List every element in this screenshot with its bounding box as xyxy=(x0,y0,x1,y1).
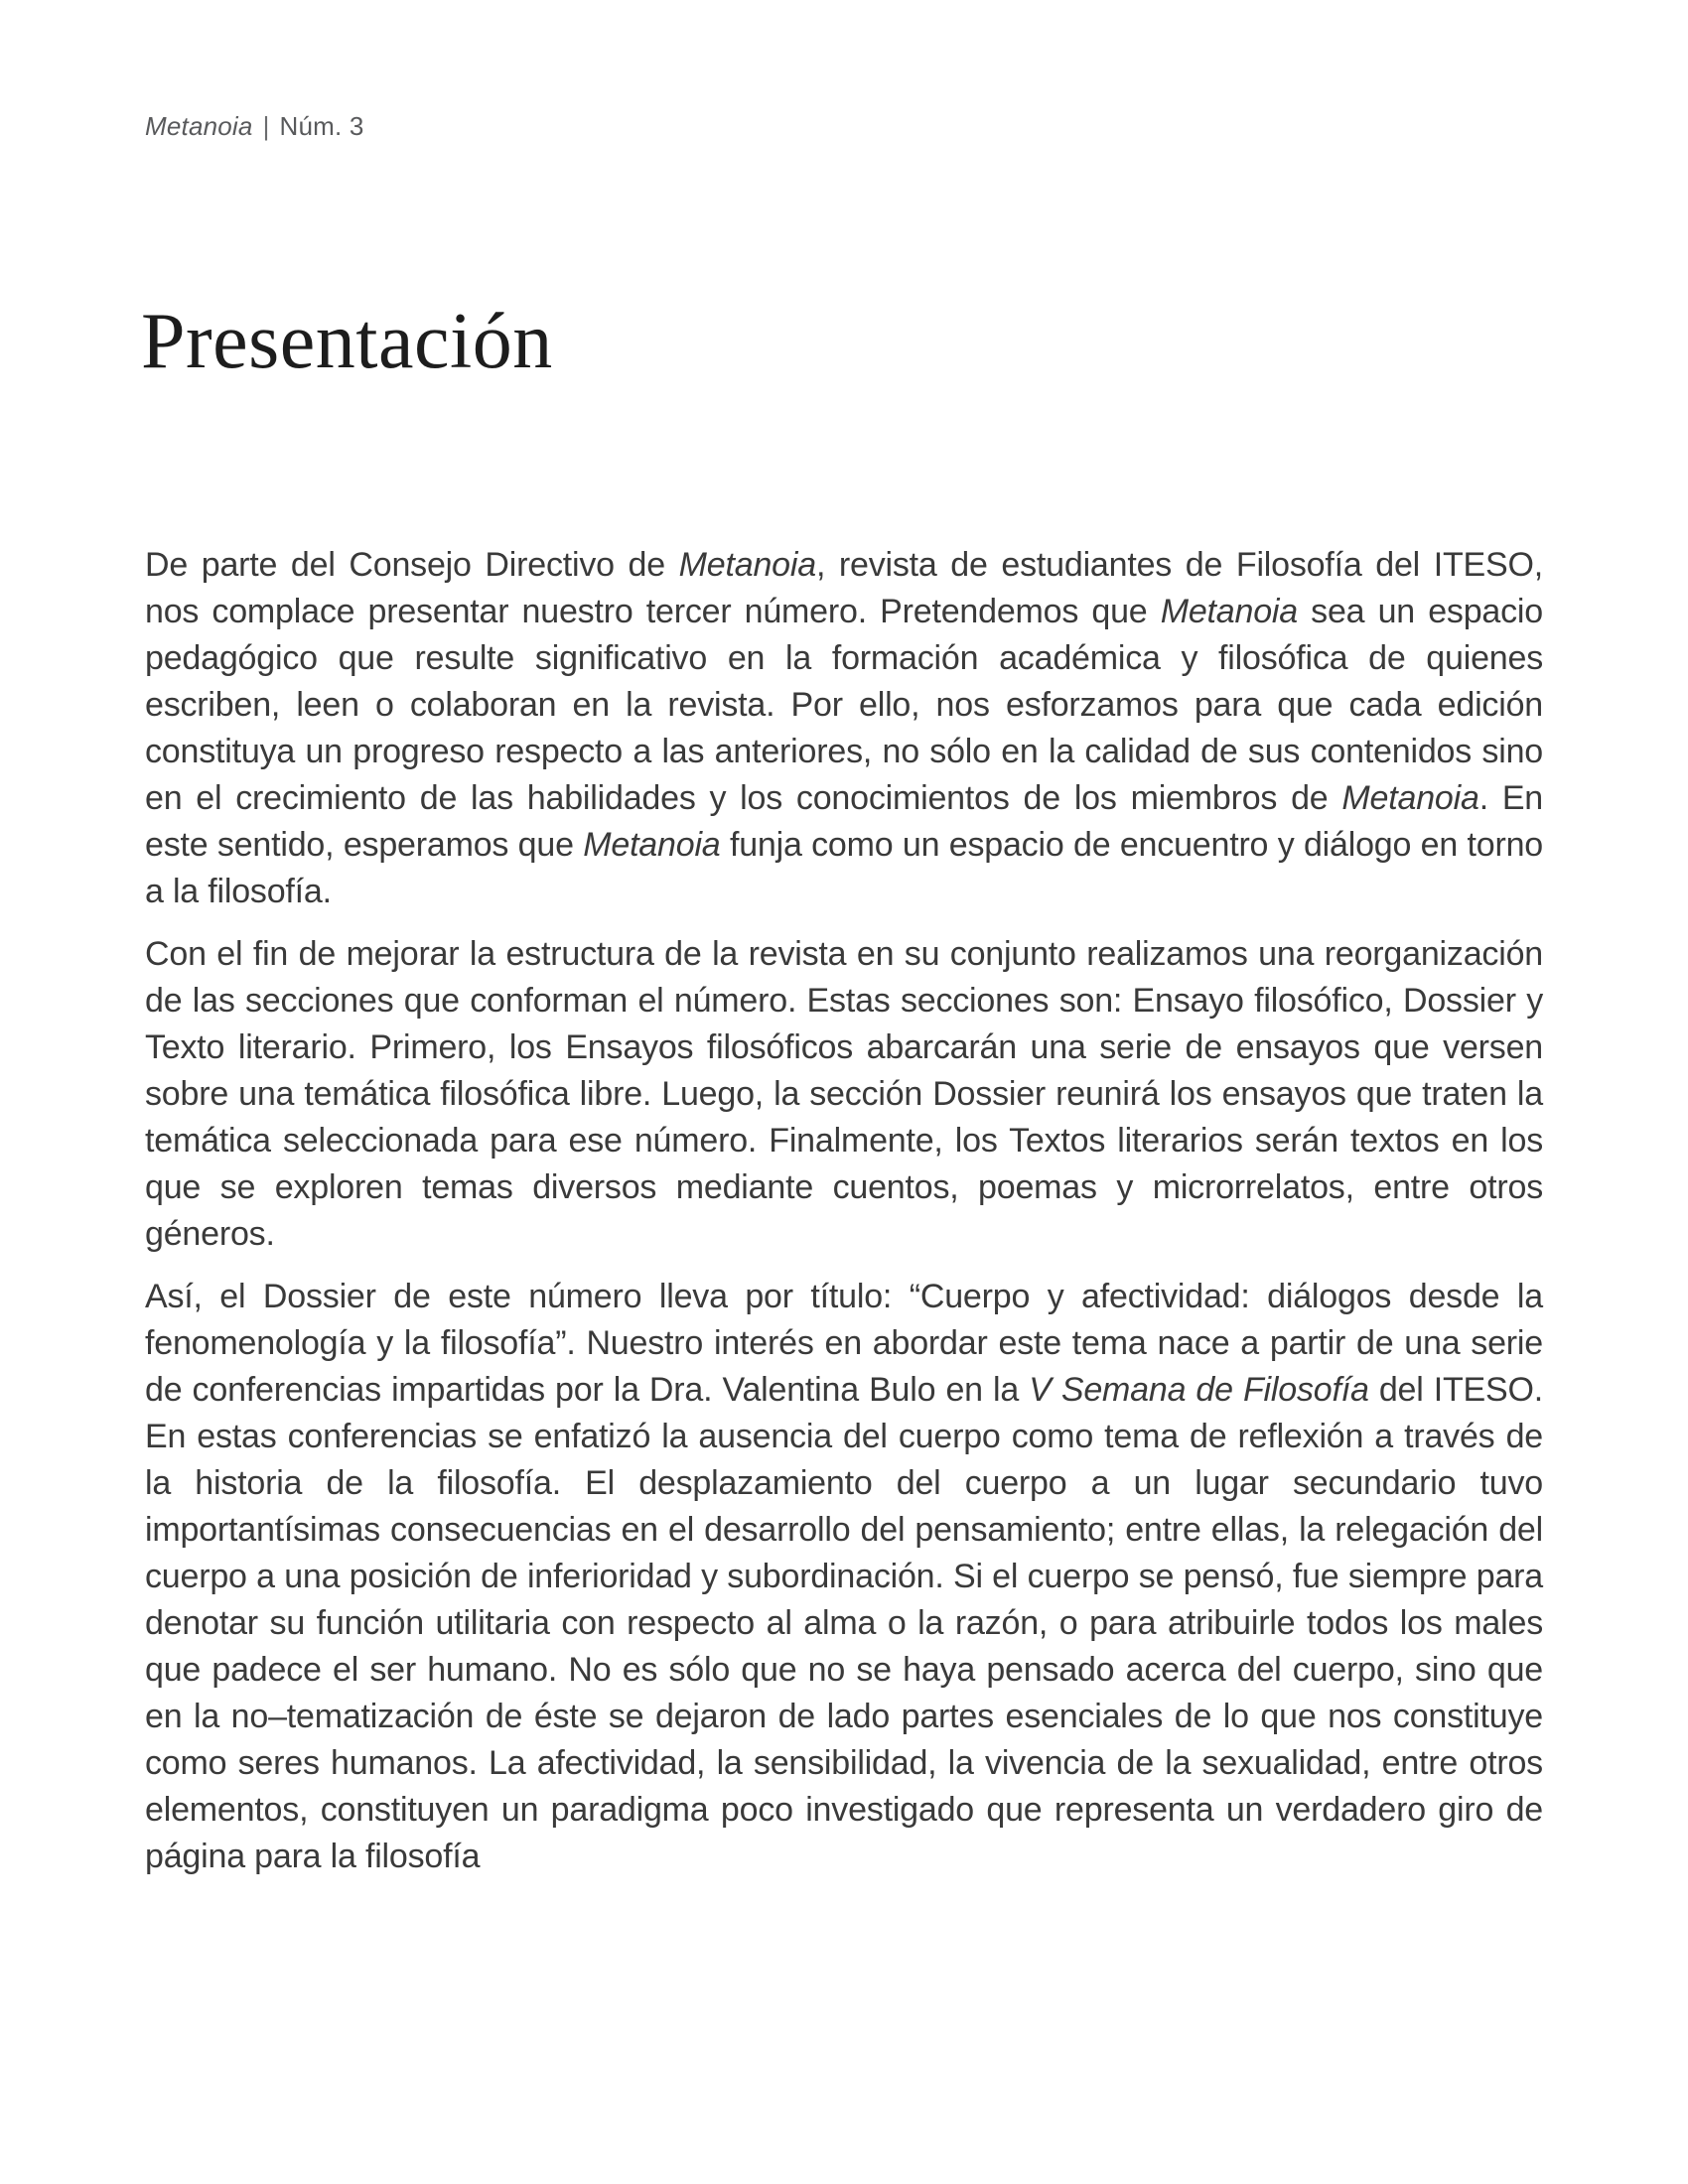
text-run: funja como un espacio de encuentro y diálogo en torno a la filosofía. xyxy=(145,826,1543,910)
header-separator: | xyxy=(262,111,270,141)
italic-text-run: Metanoia xyxy=(1341,779,1479,817)
running-header xyxy=(145,111,1543,141)
paragraph xyxy=(145,931,1543,1258)
italic-text-run: Metanoia xyxy=(678,546,816,584)
issue-number: Núm. 3 xyxy=(279,111,364,141)
text-run: sea un espacio pedagógico que resulte significativo en la formación académica y filosófica de quienes escriben, leen o colaboran en la revista. Por ello, nos esforzamos para que cada edición constituya un progreso respecto a las anteriores, no sólo en la calidad de sus contenidos sino en el crecimiento de las habilidades y los conocimientos de los miembros de xyxy=(145,593,1543,817)
text-run: . En este sentido, esperamos que xyxy=(145,779,1543,864)
text-run: , revista de estudiantes de Filosofía del ITESO, nos complace presentar nuestro tercer número. Pretendemos que xyxy=(145,546,1543,630)
paragraph xyxy=(145,542,1543,915)
article-body xyxy=(145,542,1543,1880)
text-run: Así, el Dossier de este número lleva por título: “Cuerpo y afectividad: diálogos desde la fenomenología y la filosofía”. Nuestro interés en abordar este tema nace a partir de una serie de conferencias impartidas por la Dra. Valentina Bulo en la xyxy=(145,1278,1543,1409)
paragraph xyxy=(145,1274,1543,1880)
italic-text-run: Metanoia xyxy=(583,826,721,864)
italic-text-run: V Semana de Filosofía xyxy=(1029,1371,1369,1409)
text-run: Con el fin de mejorar la estructura de la revista en su conjunto realizamos una reorganización de las secciones que conforman el número. Estas secciones son: Ensayo filosófico, Dossier y Texto literario. Primero, los Ensayos filosóficos abarcarán una serie de ensayos que versen sobre una temática filosófica libre. Luego, la sección Dossier reunirá los ensayos que traten la temática seleccionada para ese número. Finalmente, los Textos literarios serán textos en los que se exploren temas diversos mediante cuentos, poemas y microrrelatos, entre otros géneros. xyxy=(145,935,1543,1253)
italic-text-run: Metanoia xyxy=(1160,593,1298,630)
journal-title: Metanoia xyxy=(145,111,253,141)
text-run: del ITESO. En estas conferencias se enfatizó la ausencia del cuerpo como tema de reflexión a través de la historia de la filosofía. El desplazamiento del cuerpo a un lugar secundario tuvo importantísimas consecuencias en el desarrollo del pensamiento; entre ellas, la relegación del cuerpo a una posición de inferioridad y subordinación. Si el cuerpo se pensó, fue siempre para denotar su función utilitaria con respecto al alma o la razón, o para atribuirle todos los males que padece el ser humano. No es sólo que no se haya pensado acerca del cuerpo, sino que en la no–tematización de éste se dejaron de lado partes esenciales de lo que nos constituye como seres humanos. La afectividad, la sensibilidad, la vivencia de la sexualidad, entre otros elementos, constituyen un paradigma poco investigado que representa un verdadero giro de página para la filosofía xyxy=(145,1371,1543,1875)
text-run: De parte del Consejo Directivo de xyxy=(145,546,679,584)
page-title: Presentación xyxy=(141,298,553,385)
